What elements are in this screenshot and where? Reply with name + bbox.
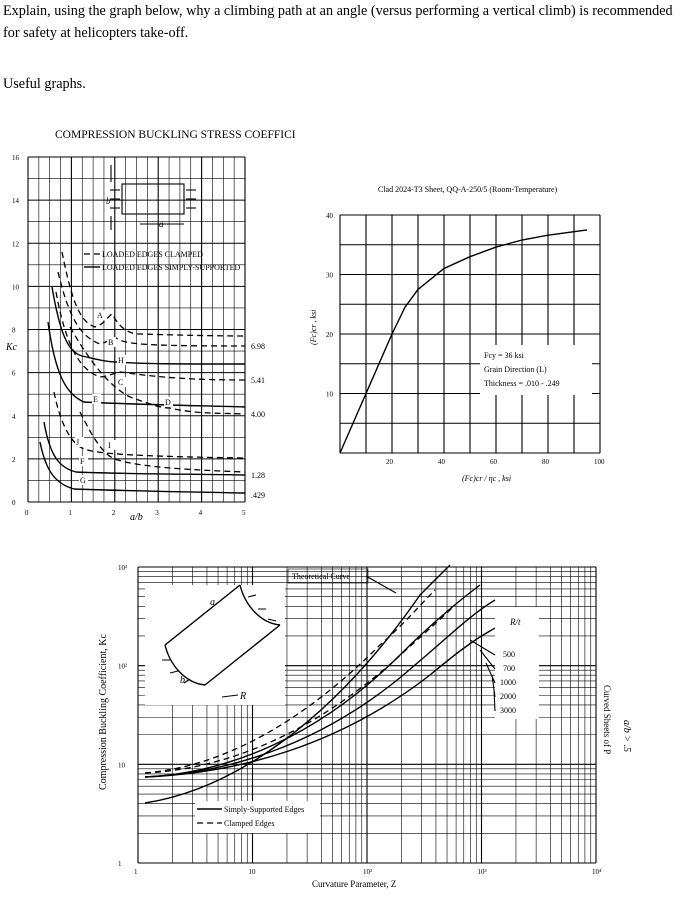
- plate-diagram: [106, 165, 196, 230]
- legend-simply-supported-edges: Simply-Supported Edges: [224, 805, 305, 814]
- rt-label: R/t: [510, 617, 521, 627]
- chart2-xtick: 100: [594, 458, 605, 466]
- chart2-xtick: 80: [542, 458, 549, 466]
- curved-panel-diagram: [145, 585, 285, 705]
- chart3-xtick: 1: [134, 868, 138, 876]
- chart3-xtick: 10³: [477, 868, 487, 876]
- chart1-ylabel: Kc: [6, 342, 18, 353]
- chart1-asymptote-value: 5.41: [251, 376, 265, 385]
- chart2-curve: [340, 230, 587, 453]
- chart2-ytick: 20: [326, 331, 333, 339]
- chart1-xtick: 3: [155, 509, 159, 517]
- chart1-xlabel: a/b: [130, 512, 143, 523]
- chart3-ytick: 10³: [118, 564, 128, 572]
- curve-label-I: I: [108, 441, 111, 450]
- chart2-note-grain: Grain Direction (L): [484, 365, 547, 374]
- chart2-xtick: 40: [438, 458, 445, 466]
- curve-label-D: D: [165, 398, 171, 407]
- chart2-ylabel: (Fc)cr , ksi: [309, 309, 318, 345]
- chart1-ytick: 10: [12, 283, 19, 292]
- chart1-ytick: 16: [12, 154, 19, 162]
- chart1-xtick: 2: [111, 509, 116, 517]
- theoretical-curve-label: Theoretical Curve: [292, 572, 350, 581]
- side-text-curved-sheets: Curved Sheets of P: [602, 685, 612, 755]
- chart2-ytick: 30: [326, 271, 333, 280]
- chart1-ytick: 14: [12, 197, 19, 206]
- chart1-xtick: 4: [198, 509, 203, 517]
- chart3-xtick: 10⁴: [592, 868, 602, 876]
- chart1-legend: [84, 250, 241, 272]
- chart1-ytick: 4: [12, 412, 16, 421]
- chart2-xtick: 60: [490, 458, 497, 466]
- curve-I: [80, 412, 245, 472]
- curve-label-E: E: [93, 395, 98, 404]
- question-text: Explain, using the graph below, why a climbing path at an angle (versus performing a vertical climb) is recommended for safety at helicopters take-off.: [3, 3, 673, 41]
- plate-b-label: b: [106, 196, 111, 206]
- chart1-xtick: 5: [242, 509, 246, 517]
- chart3-xtick: 10²: [363, 868, 373, 876]
- chart2-ytick: 10: [326, 390, 333, 399]
- chart1-xtick: 0: [25, 509, 29, 517]
- curve-label-G: G: [80, 476, 86, 485]
- rt-500: 500: [503, 650, 515, 659]
- curve-G: [40, 442, 245, 493]
- plate-a-label: a: [159, 219, 164, 229]
- curve-label-B: B: [108, 338, 114, 347]
- diagram-a-label: a: [210, 597, 215, 608]
- chart1-asymptote-value: .429: [251, 491, 265, 500]
- rt-700: 700: [503, 664, 515, 673]
- chart1-xtick: 1: [68, 509, 72, 517]
- chart1-ytick: 8: [12, 326, 16, 335]
- chart1-ytick: 6: [12, 369, 16, 378]
- chart2-title: Clad 2024-T3 Sheet, QQ-A-250/5 (Room-Temperature): [378, 185, 558, 194]
- chart1-title: COMPRESSION BUCKLING STRESS COEFFICI: [55, 129, 296, 141]
- chart1-ytick: 12: [12, 240, 19, 249]
- curve-C: [56, 292, 245, 380]
- chart1-asymptote-value: 1.28: [251, 471, 265, 480]
- chart2-ytick: 40: [326, 212, 333, 220]
- curve-label-C: C: [118, 378, 124, 387]
- diagram-b-label: b: [180, 675, 185, 686]
- diagram-r-label: R: [240, 691, 247, 702]
- legend-clamped-edges: Clamped Edges: [224, 819, 275, 828]
- chart2-xtick: 20: [386, 458, 393, 466]
- chart3-ylabel: Compression Buckling Coefficient, Kc: [98, 634, 109, 790]
- curve-label-H: H: [118, 356, 124, 365]
- legend-simply-supported: LOADED EDGES SIMPLY-SUPPORTED: [102, 263, 241, 272]
- chart3-ytick: 10²: [118, 662, 128, 671]
- rt-2000: 2000: [500, 692, 516, 701]
- chart1-ytick: 0: [12, 499, 16, 507]
- chart2-note-thickness: Thickness = .010 - .249: [484, 379, 560, 388]
- buckling-coefficient-chart: [0, 112, 300, 532]
- curve-F: [44, 422, 245, 475]
- curve-label-A: A: [97, 311, 103, 320]
- useful-graphs-label: Useful graphs.: [3, 76, 86, 92]
- chart1-asymptote-value: 4.00: [251, 410, 265, 419]
- chart3-xtick: 10: [248, 868, 256, 876]
- rt-1000: 1000: [500, 678, 516, 687]
- curve-label-F: F: [80, 457, 85, 466]
- side-text-ab: a/b > .5: [621, 720, 632, 753]
- curve-H: [52, 287, 245, 364]
- legend-clamped: LOADED EDGES CLAMPED: [102, 250, 203, 259]
- curved-sheet-chart: [0, 545, 689, 919]
- chart2-note-fcy: Fcy = 36 ksi: [484, 351, 524, 360]
- chart3-xlabel: Curvature Parameter, Z: [312, 879, 397, 889]
- rt-3000: 3000: [500, 706, 516, 715]
- chart3-ytick: 10: [118, 761, 125, 770]
- curve-label-J: J: [76, 438, 80, 447]
- chart3-ytick: 1: [118, 860, 122, 868]
- clad-2024-chart: [300, 175, 689, 495]
- chart1-ytick: 2: [12, 455, 16, 464]
- chart2-xlabel: (Fc)cr / ηc , ksi: [462, 474, 512, 483]
- chart1-asymptote-value: 6.98: [251, 342, 265, 351]
